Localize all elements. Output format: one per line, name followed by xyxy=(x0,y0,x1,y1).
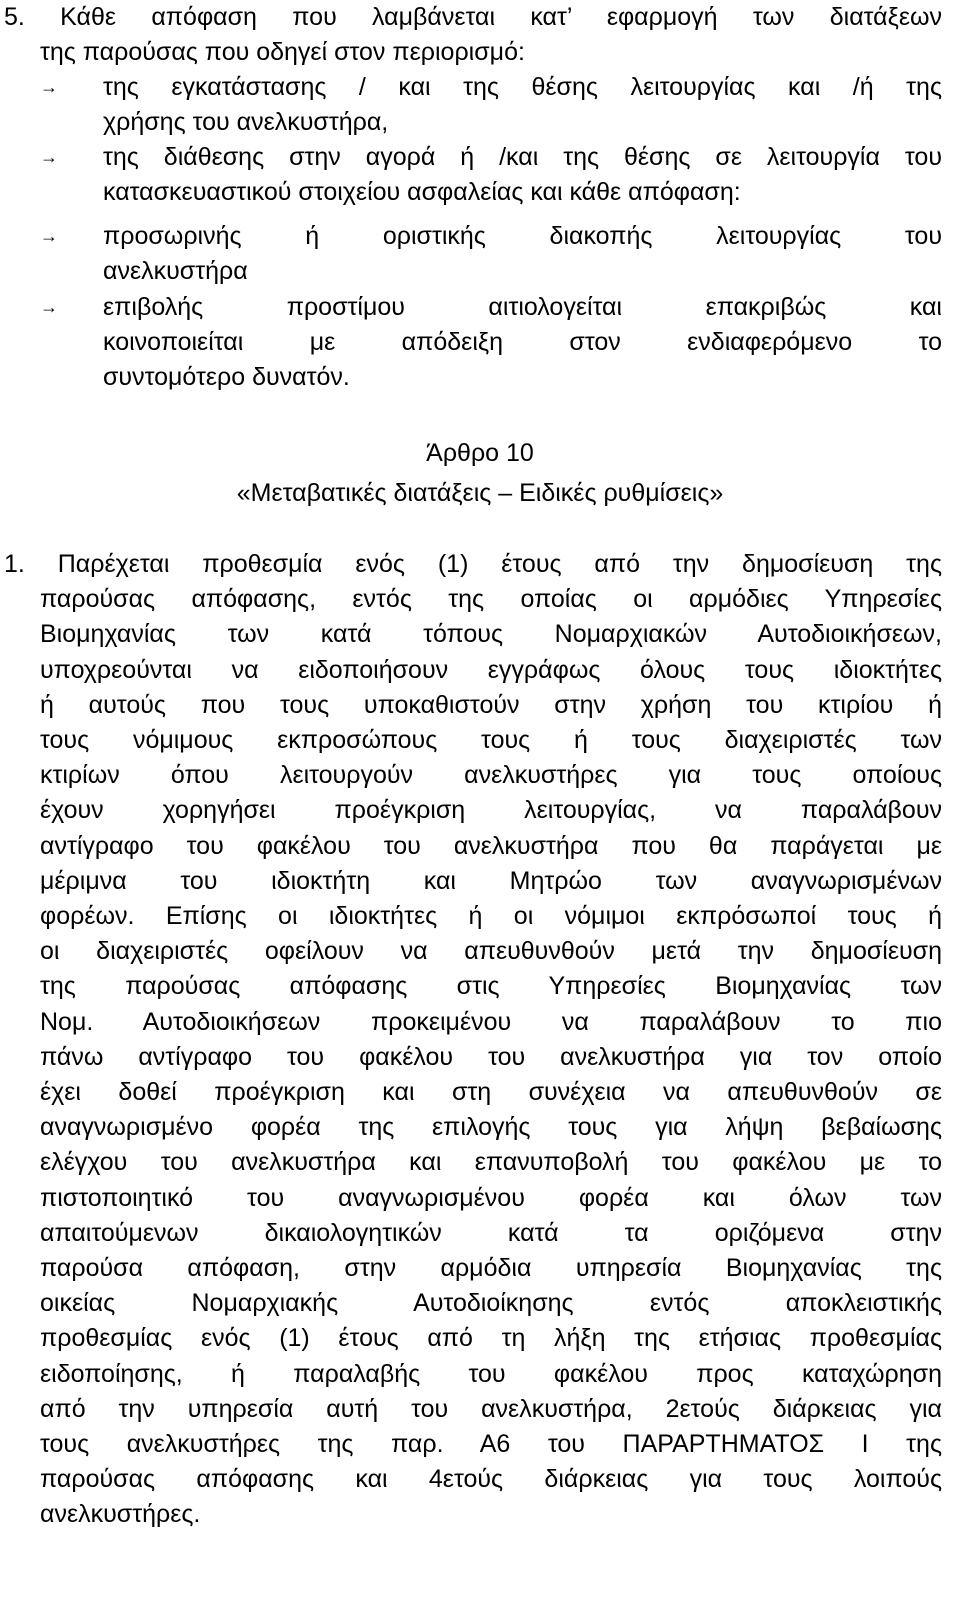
bullet-line: συντομότερο δυνατόν. xyxy=(103,363,350,391)
paragraph-line: αναγνωρισμένο φορέα της επιλογής τους για λήψη βεβαίωσης xyxy=(40,1113,942,1141)
right-arrow-icon: → xyxy=(40,77,58,97)
paragraph-line: Νομ. Αυτοδιοικήσεων προκειμένου να παραλάβουν το πιο xyxy=(40,1008,942,1036)
paragraph-line: έχουν χορηγήσει προέγκριση λειτουργίας, να παραλάβουν xyxy=(40,796,942,824)
bullet-line: επιβολής προστίμου αιτιολογείται επακριβώς και xyxy=(103,293,942,321)
bullet-line: κατασκευαστικού στοιχείου ασφαλείας και κάθε απόφαση: xyxy=(103,178,741,206)
paragraph-line: 1. Παρέχεται προθεσμία ενός (1) έτους από την δημοσίευση της xyxy=(4,550,942,578)
article-subtitle: «Μεταβατικές διατάξεις – Ειδικές ρυθμίσεις» xyxy=(236,479,724,507)
item5-line: της παρούσας που οδηγεί στον περιορισμό: xyxy=(40,38,525,66)
paragraph-line: παρούσα απόφαση, στην αρμόδια υπηρεσία Βιομηχανίας της xyxy=(40,1254,942,1282)
paragraph-line: Βιομηχανίας των κατά τόπους Νομαρχιακών Αυτοδιοικήσεων, xyxy=(40,620,942,648)
paragraph-line: οι διαχειριστές οφείλουν να απευθυνθούν μετά την δημοσίευση xyxy=(40,937,942,965)
paragraph-line: ανελκυστήρες. xyxy=(40,1500,201,1528)
bullet-line: προσωρινής ή οριστικής διακοπής λειτουργίας του xyxy=(103,222,942,250)
paragraph-line: πάνω αντίγραφο του φακέλου του ανελκυστήρα για τον οποίο xyxy=(40,1043,942,1071)
right-arrow-icon: → xyxy=(40,297,58,317)
paragraph-line: κτιρίων όπου λειτουργούν ανελκυστήρες για τους οποίους xyxy=(40,761,942,789)
article-title: Άρθρο 10 xyxy=(426,439,534,467)
paragraph-line: πιστοποιητικό του αναγνωρισμένου φορέα και όλων των xyxy=(40,1184,942,1212)
paragraph-line: ειδοποίησης, ή παραλαβής του φακέλου προς καταχώρηση xyxy=(40,1360,942,1388)
bullet-line: κοινοποιείται με απόδειξη στον ενδιαφερόμενο το xyxy=(103,328,942,356)
paragraph-line: απαιτούμενων δικαιολογητικών κατά τα οριζόμενα στην xyxy=(40,1219,942,1247)
paragraph-line: ή αυτούς που τους υποκαθιστούν στην χρήση του κτιρίου ή xyxy=(40,691,942,719)
bullet-line: της εγκατάστασης / και της θέσης λειτουργίας και /ή της xyxy=(103,73,942,101)
paragraph-line: έχει δοθεί προέγκριση και στη συνέχεια να απευθυνθούν σε xyxy=(40,1078,942,1106)
paragraph-line: υποχρεούνται να ειδοποιήσουν εγγράφως όλους τους ιδιοκτήτες xyxy=(40,656,942,684)
bullet-line: ανελκυστήρα xyxy=(103,257,248,285)
paragraph-line: παρούσας απόφασης και 4ετούς διάρκειας για τους λοιπούς xyxy=(40,1465,942,1493)
paragraph-line: προθεσμίας ενός (1) έτους από τη λήξη της ετήσιας προθεσμίας xyxy=(40,1324,942,1352)
paragraph-line: φορέων. Επίσης οι ιδιοκτήτες ή οι νόμιμοι εκπρόσωποί τους ή xyxy=(40,902,942,930)
right-arrow-icon: → xyxy=(40,226,58,246)
bullet-line: χρήσης του ανελκυστήρα, xyxy=(103,108,389,136)
paragraph-line: παρούσας απόφασης, εντός της οποίας οι αρμόδιες Υπηρεσίες xyxy=(40,585,942,613)
item5-line: 5. Κάθε απόφαση που λαμβάνεται κατ’ εφαρμογή των διατάξεων xyxy=(4,3,942,31)
paragraph-line: μέριμνα του ιδιοκτήτη και Μητρώο των αναγνωρισμένων xyxy=(40,867,942,895)
paragraph-line: οικείας Νομαρχιακής Αυτοδιοίκησης εντός αποκλειστικής xyxy=(40,1289,942,1317)
paragraph-line: τους ανελκυστήρες της παρ. Α6 του ΠΑΡΑΡΤΗΜΑΤΟΣ Ι της xyxy=(40,1430,942,1458)
paragraph-line: ελέγχου του ανελκυστήρα και επανυποβολή του φακέλου με το xyxy=(40,1148,942,1176)
bullet-line: της διάθεσης στην αγορά ή /και της θέσης σε λειτουργία του xyxy=(103,143,942,171)
paragraph-line: τους νόμιμους εκπροσώπους τους ή τους διαχειριστές των xyxy=(40,726,942,754)
paragraph-line: της παρούσας απόφασης στις Υπηρεσίες Βιομηχανίας των xyxy=(40,972,942,1000)
paragraph-line: από την υπηρεσία αυτή του ανελκυστήρα, 2ετούς διάρκειας για xyxy=(40,1395,942,1423)
paragraph-line: αντίγραφο του φακέλου του ανελκυστήρα που θα παράγεται με xyxy=(40,832,942,860)
right-arrow-icon: → xyxy=(40,147,58,167)
